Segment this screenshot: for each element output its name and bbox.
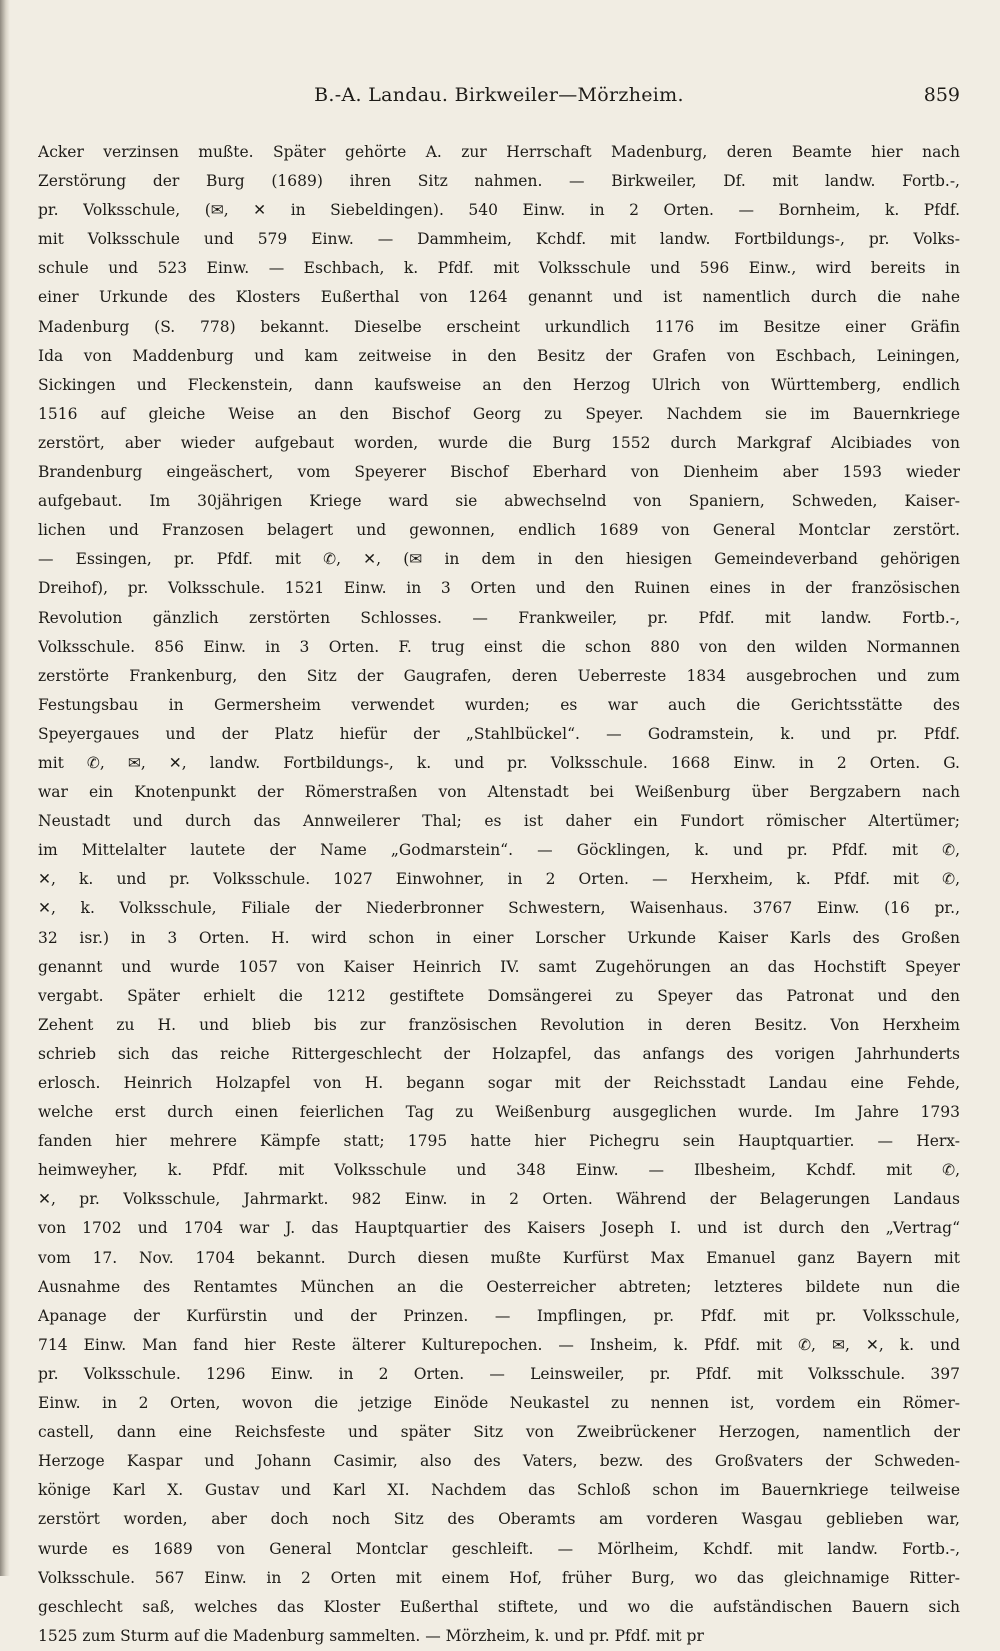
text-line: 1516 auf gleiche Weise an den Bischof Georg zu Speyer. Nachdem sie im Bauernkriege bbox=[38, 404, 960, 423]
text-line: war ein Knotenpunkt der Römerstraßen von Altenstadt bei Weißenburg über Bergzabern nach bbox=[38, 783, 960, 802]
text-line: Zerstörung der Burg (1689) ihren Sitz nahmen. — Birkweiler, Df. mit landw. Fortb.-, bbox=[38, 172, 960, 191]
text-line: Dreihof), pr. Volksschule. 1521 Einw. in 3 Orten und den Ruinen eines in der französischen bbox=[38, 579, 960, 598]
page-number: 859 bbox=[923, 84, 960, 106]
text-line: geschlecht saß, welches das Kloster Eußerthal stiftete, und wo die aufständischen Bauern sich bbox=[38, 1597, 960, 1616]
text-line: schrieb sich das reiche Rittergeschlecht der Holzapfel, das anfangs des vorigen Jahrhunderts bbox=[38, 1044, 960, 1063]
text-line: von 1702 und 1704 war J. das Hauptquartier des Kaisers Joseph I. und ist durch den „Vertrag“ bbox=[38, 1219, 960, 1238]
text-line: welche erst durch einen feierlichen Tag zu Weißenburg ausgeglichen wurde. Im Jahre 1793 bbox=[38, 1103, 960, 1122]
text-line: Volksschule. 856 Einw. in 3 Orten. F. trug einst die schon 880 von den wilden Normannen bbox=[38, 637, 960, 656]
text-line: zerstörte Frankenburg, den Sitz der Gaugrafen, deren Ueberreste 1834 ausgebrochen und zum bbox=[38, 666, 960, 685]
text-line: — Essingen, pr. Pfdf. mit ✆, ✕, (✉ in dem in den hiesigen Gemeindeverband gehörigen bbox=[38, 550, 960, 569]
text-line: heimweyher, k. Pfdf. mit Volksschule und 348 Einw. — Ilbesheim, Kchdf. mit ✆, bbox=[38, 1161, 960, 1180]
text-line: Revolution gänzlich zerstörten Schlosses. — Frankweiler, pr. Pfdf. mit landw. Fortb.-, bbox=[38, 608, 960, 627]
text-line: 32 isr.) in 3 Orten. H. wird schon in einer Lorscher Urkunde Kaiser Karls des Großen bbox=[38, 928, 960, 947]
page-edge bbox=[0, 0, 10, 1576]
text-line: erlosch. Heinrich Holzapfel von H. begann sogar mit der Reichsstadt Landau eine Fehde, bbox=[38, 1074, 960, 1092]
text-line: Festungsbau in Germersheim verwendet wurden; es war auch die Gerichtsstätte des bbox=[38, 695, 960, 714]
text-line: aufgebaut. Im 30jährigen Kriege ward sie abwechselnd von Spaniern, Schweden, Kaiser- bbox=[38, 492, 960, 511]
text-line: ✕, k. und pr. Volksschule. 1027 Einwohner, in 2 Orten. — Herxheim, k. Pfdf. mit ✆, bbox=[38, 870, 960, 889]
text-line: 714 Einw. Man fand hier Reste älterer Kulturepochen. — Insheim, k. Pfdf. mit ✆, ✉, ✕, k. und bbox=[38, 1335, 960, 1354]
text-line: könige Karl X. Gustav und Karl XI. Nachdem das Schloß schon im Bauernkriege teilweise bbox=[38, 1481, 960, 1500]
text-line: Acker verzinsen mußte. Später gehörte A. zur Herrschaft Madenburg, deren Beamte hier nach bbox=[38, 143, 960, 161]
text-line: Zehent zu H. und blieb bis zur französischen Revolution in deren Besitz. Von Herxheim bbox=[38, 1015, 960, 1034]
text-line: wurde es 1689 von General Montclar geschleift. — Mörlheim, Kchdf. mit landw. Fortb.-, bbox=[38, 1539, 960, 1558]
text-line: Neustadt und durch das Annweilerer Thal; es ist daher ein Fundort römischer Altertümer; bbox=[38, 812, 960, 831]
text-line: Sickingen und Fleckenstein, dann kaufsweise an den Herzog Ulrich von Württemberg, endlich bbox=[38, 375, 960, 394]
text-line: Volksschule. 567 Einw. in 2 Orten mit einem Hof, früher Burg, wo das gleichnamige Ritter- bbox=[38, 1568, 960, 1587]
text-line: Speyergaues und der Platz hiefür der „Stahlbückel“. — Godramstein, k. und pr. Pfdf. bbox=[38, 724, 960, 743]
text-line: fanden hier mehrere Kämpfe statt; 1795 hatte hier Pichegru sein Hauptquartier. — Herx- bbox=[38, 1132, 960, 1151]
text-line: schule und 523 Einw. — Eschbach, k. Pfdf. mit Volksschule und 596 Einw., wird bereits in bbox=[38, 259, 960, 278]
text-line: Herzoge Kaspar und Johann Casimir, also des Vaters, bezw. des Großvaters der Schweden- bbox=[38, 1452, 960, 1471]
text-line: zerstört worden, aber doch noch Sitz des Oberamts am vorderen Wasgau geblieben war, bbox=[38, 1510, 960, 1529]
text-line: genannt und wurde 1057 von Kaiser Heinrich IV. samt Zugehörungen an das Hochstift Speyer bbox=[38, 957, 960, 976]
running-header bbox=[38, 84, 960, 120]
text-line: castell, dann eine Reichsfeste und später Sitz von Zweibrückener Herzogen, namentlich der bbox=[38, 1423, 960, 1442]
text-line: lichen und Franzosen belagert und gewonnen, endlich 1689 von General Montclar zerstört. bbox=[38, 521, 960, 540]
text-line: Einw. in 2 Orten, wovon die jetzige Einöde Neukastel zu nennen ist, vordem ein Römer- bbox=[38, 1394, 960, 1413]
text-line: 1525 zum Sturm auf die Madenburg sammelten. — Mörzheim, k. und pr. Pfdf. mit pr bbox=[38, 1626, 704, 1645]
text-line: einer Urkunde des Klosters Eußerthal von 1264 genannt und ist namentlich durch die nahe bbox=[38, 288, 960, 307]
text-line: vom 17. Nov. 1704 bekannt. Durch diesen mußte Kurfürst Max Emanuel ganz Bayern mit bbox=[38, 1248, 960, 1267]
text-line: pr. Volksschule, (✉, ✕ in Siebeldingen). 540 Einw. in 2 Orten. — Bornheim, k. Pfdf. bbox=[38, 201, 960, 220]
text-line: Ida von Maddenburg und kam zeitweise in den Besitz der Grafen von Eschbach, Leiningen, bbox=[38, 346, 960, 365]
text-line: mit ✆, ✉, ✕, landw. Fortbildungs-, k. und pr. Volksschule. 1668 Einw. in 2 Orten. G. bbox=[38, 753, 960, 772]
text-line: Apanage der Kurfürstin und der Prinzen. — Impflingen, pr. Pfdf. mit pr. Volksschule, bbox=[38, 1306, 960, 1325]
text-line: ✕, pr. Volksschule, Jahrmarkt. 982 Einw. in 2 Orten. Während der Belagerungen Landaus bbox=[38, 1190, 960, 1209]
text-line: Brandenburg eingeäschert, vom Speyerer Bischof Eberhard von Dienheim aber 1593 wieder bbox=[38, 463, 960, 482]
text-line: pr. Volksschule. 1296 Einw. in 2 Orten. — Leinsweiler, pr. Pfdf. mit Volksschule. 397 bbox=[38, 1364, 960, 1383]
text-line: mit Volksschule und 579 Einw. — Dammheim, Kchdf. mit landw. Fortbildungs-, pr. Volks- bbox=[38, 230, 960, 249]
text-line: vergabt. Später erhielt die 1212 gestiftete Domsängerei zu Speyer das Patronat und den bbox=[38, 986, 960, 1005]
page-title: B.-A. Landau. Birkweiler—Mörzheim. bbox=[314, 84, 684, 106]
body-text bbox=[38, 138, 960, 1651]
text-line: zerstört, aber wieder aufgebaut worden, wurde die Burg 1552 durch Markgraf Alcibiades von bbox=[38, 433, 960, 452]
text-line: im Mittelalter lautete der Name „Godmarstein“. — Göcklingen, k. und pr. Pfdf. mit ✆, bbox=[38, 841, 960, 860]
text-line: Madenburg (S. 778) bekannt. Dieselbe erscheint urkundlich 1176 im Besitze einer Gräfin bbox=[38, 317, 960, 336]
text-line: Ausnahme des Rentamtes München an die Oesterreicher abtreten; letzteres bildete nun die bbox=[38, 1277, 960, 1296]
text-line: ✕, k. Volksschule, Filiale der Niederbronner Schwestern, Waisenhaus. 3767 Einw. (16 pr., bbox=[38, 899, 960, 918]
